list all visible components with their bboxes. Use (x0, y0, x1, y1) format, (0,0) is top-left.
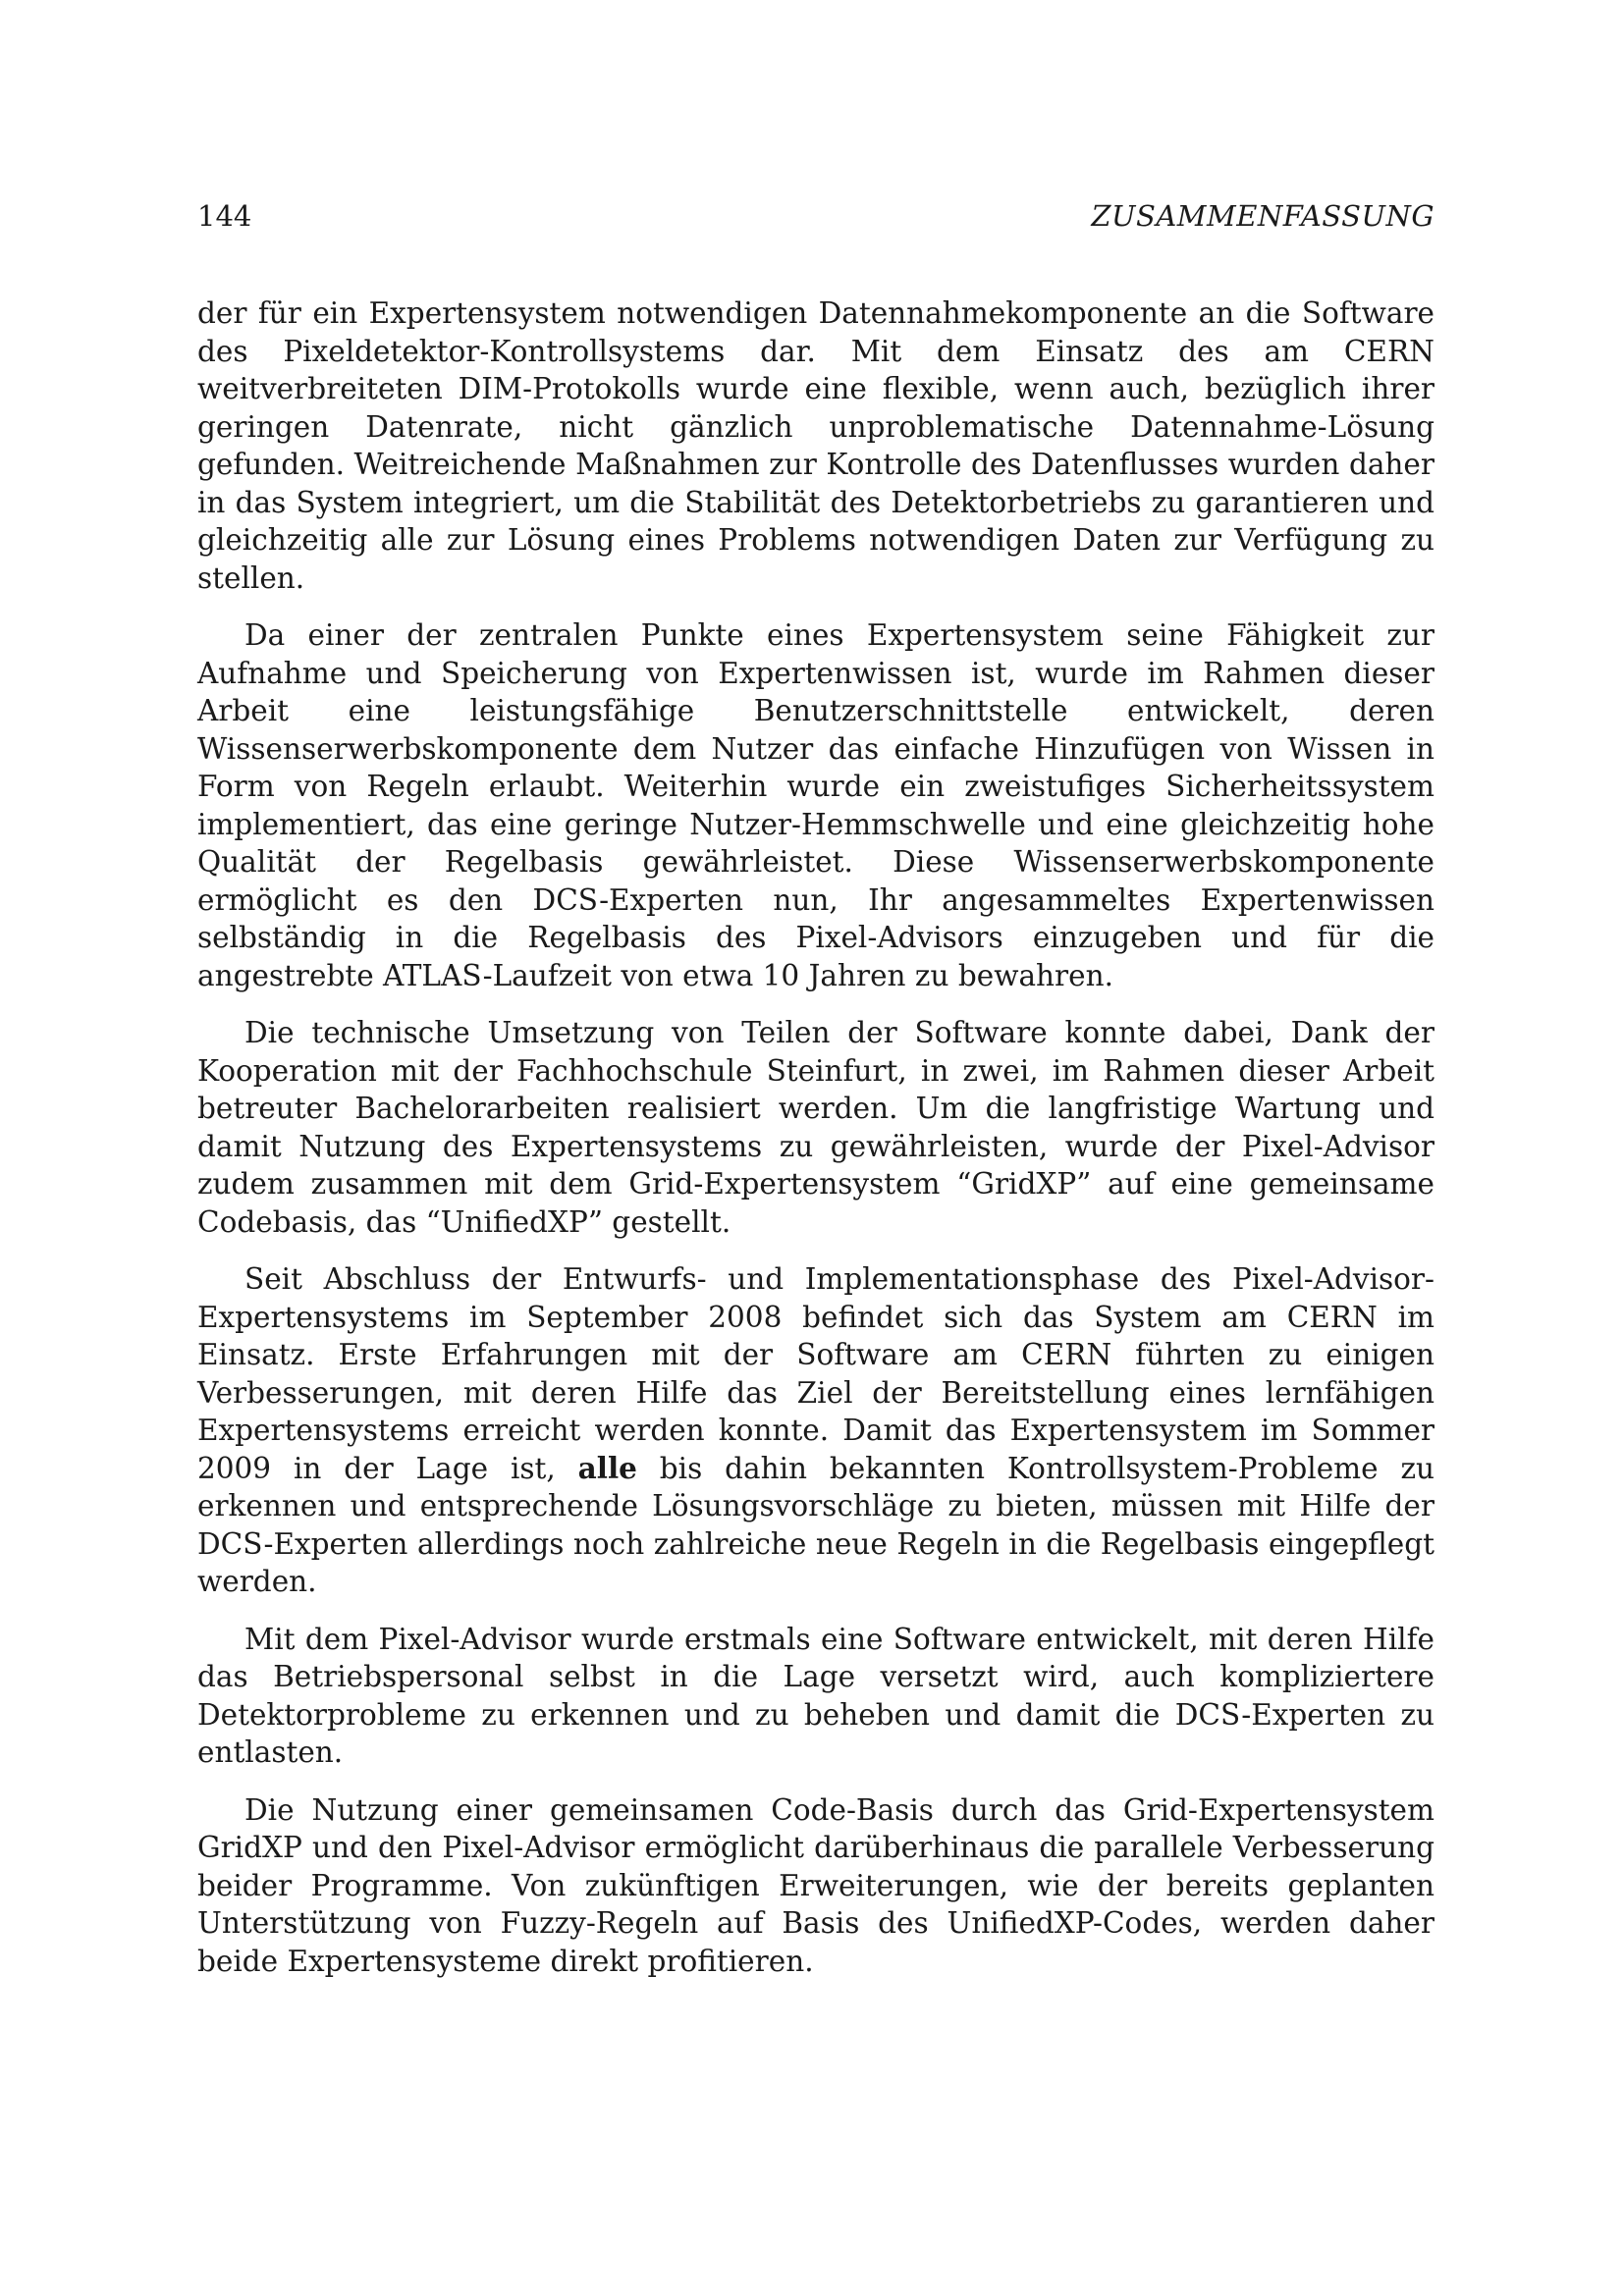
paragraph-4-after: bis dahin bekannten Kontrollsystem-Probleme zu erkennen und entsprechende Lösungsvorschläge zu bieten, müssen mit Hilfe der DCS-Experten allerdings noch zahlreiche neue Regeln in die Regelbasis eingepflegt werden. (197, 1451, 1435, 1598)
paragraph-6: Die Nutzung einer gemeinsamen Code-Basis durch das Grid-Expertensystem GridXP und den Pixel-Advisor ermöglicht darüberhinaus die parallele Verbesserung beider Programme. Von zukünftigen Erweiterungen, wie der bereits geplanten Unterstützung von Fuzzy-Regeln auf Basis des UnifiedXP-Codes, werden daher beide Expertensysteme direkt profitieren. (197, 1792, 1435, 1978)
paragraph-3: Die technische Umsetzung von Teilen der Software konnte dabei, Dank der Kooperation mit der Fachhochschule Steinfurt, in zwei, im Rahmen dieser Arbeit betreuter Bachelorarbeiten realisiert werden. Um die langfristige Wartung und damit Nutzung des Expertensystems zu gewährleisten, wurde der Pixel-Advisor zudem zusammen mit dem Grid-Expertensystem “GridXP” auf eine gemeinsame Codebasis, das “UnifiedXP” gestellt. (197, 1016, 1435, 1239)
emphasis-alle: alle (577, 1450, 637, 1485)
paragraph-2: Da einer der zentralen Punkte eines Expertensystem seine Fähigkeit zur Aufnahme und Speicherung von Expertenwissen ist, wurde im Rahmen dieser Arbeit eine leistungsfähige Benutzerschnittstelle entwickelt, deren Wissenserwerbskomponente dem Nutzer das einfache Hinzufügen von Wissen in Form von Regeln erlaubt. Weiterhin wurde ein zweistufiges Sicherheitssystem implementiert, das eine geringe Nutzer-Hemmschwelle und eine gleichzeitig hohe Qualität der Regelbasis gewährleistet. Diese Wissenserwerbskomponente ermöglicht es den DCS-Experten nun, Ihr angesammeltes Expertenwissen selbständig in die Regelbasis des Pixel-Advisors einzugeben und für die angestrebte ATLAS-Laufzeit von etwa 10 Jahren zu bewahren. (197, 618, 1435, 992)
paragraph-5: Mit dem Pixel-Advisor wurde erstmals eine Software entwickelt, mit deren Hilfe das Betriebspersonal selbst in die Lage versetzt wird, auch kompliziertere Detektorprobleme zu erkennen und zu beheben und damit die DCS-Experten zu entlasten. (197, 1622, 1435, 1769)
page-number: 144 (197, 199, 252, 233)
body-text (197, 294, 1435, 2000)
running-title: ZUSAMMENFASSUNG (1091, 199, 1435, 233)
paragraph-4 (197, 1260, 1435, 1601)
paragraph-1: der für ein Expertensystem notwendigen Datennahmekomponente an die Software des Pixeldetektor-Kontrollsystems dar. Mit dem Einsatz des am CERN weitverbreiteten DIM-Protokolls wurde eine flexible, wenn auch, bezüglich ihrer geringen Datenrate, nicht gänzlich unproblematische Datennahme-Lösung gefunden. Weitreichende Maßnahmen zur Kontrolle des Datenflusses wurden daher in das System integriert, um die Stabilität des Detektorbetriebs zu garantieren und gleichzeitig alle zur Lösung eines Problems notwendigen Daten zur Verfügung zu stellen. (197, 296, 1435, 595)
paragraph-4-before: Seit Abschluss der Entwurfs- und Implementationsphase des Pixel-Advisor-Expertensystems im September 2008 befindet sich das System am CERN im Einsatz. Erste Erfahrungen mit der Software am CERN führten zu einigen Verbesserungen, mit deren Hilfe das Ziel der Bereitstellung eines lernfähigen Expertensystems erreicht werden konnte. Damit das Expertensystem im Sommer 2009 in der Lage ist, (197, 1262, 1435, 1485)
page-header (197, 196, 1435, 236)
